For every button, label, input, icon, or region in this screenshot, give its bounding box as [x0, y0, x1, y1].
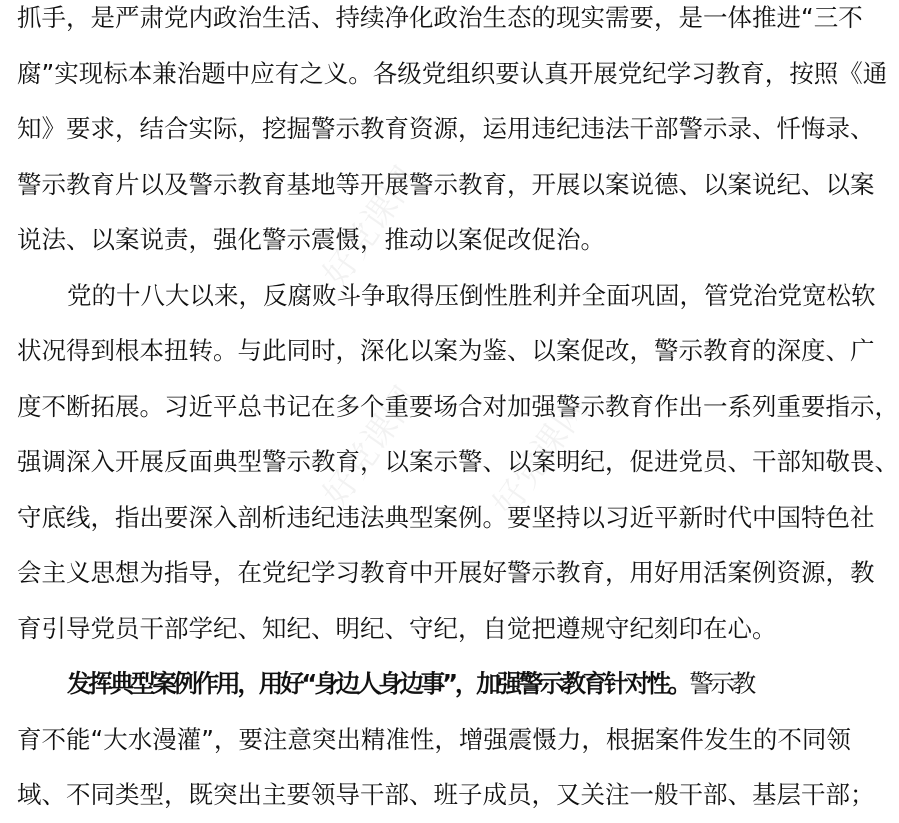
text-span: 警示教: [689, 669, 754, 698]
paragraph: [17, 0, 888, 268]
paragraph: [17, 268, 899, 657]
text-line: 会主义思想为指导，在党纪学习教育中开展好警示教育，用好用活案例资源，教: [17, 558, 875, 587]
paragraph: [17, 656, 875, 823]
text-line: 说法、以案说责，强化警示震慑，推动以案促改促治。: [17, 225, 605, 254]
document-body: [17, 0, 899, 823]
text-line: 腐”实现标本兼治题中应有之义。各级党组织要认真开展党纪学习教育，按照《通: [17, 58, 888, 88]
text-line: 度不断拓展。习近平总书记在多个重要场合对加强警示教育作出一系列重要指示，: [17, 391, 899, 421]
text-line: 育引导党员干部学纪、知纪、明纪、守纪，自觉把遵规守纪刻印在心。: [17, 613, 777, 643]
text-line: 警示教育片以及警示教育基地等开展警示教育，开展以案说德、以案说纪、以案: [17, 169, 875, 199]
text-line: 育不能“大水漫灌”，要注意突出精准性，增强震慑力，根据案件发生的不同领: [17, 724, 851, 754]
watermark: 好党课网: [485, 389, 597, 524]
text-line: 抓手，是严肃党内政治生活、持续净化政治生态的现实需要，是一体推进“三不: [17, 3, 863, 32]
text-line: [17, 656, 783, 712]
watermark: 好党课网: [315, 379, 427, 514]
watermark: 好党课网: [315, 159, 427, 294]
text-line: 强调深入开展反面典型警示教育，以案示警、以案明纪，促进党员、干部知敬畏、: [17, 447, 899, 476]
text-line: 党的十八大以来，反腐败斗争取得压倒性胜利并全面巩固，管党治党宽松软: [67, 280, 876, 310]
text-line: 守底线，指出要深入剖析违纪违法典型案例。要坚持以习近平新时代中国特色社: [17, 502, 875, 532]
text-line: 知》要求，结合实际，挖掘警示教育资源，运用违纪违法干部警示录、忏悔录、: [17, 114, 875, 143]
text-line: 状况得到根本扭转。与此同时，深化以案为鉴、以案促改，警示教育的深度、广: [17, 336, 875, 365]
text-line: 域、不同类型，既突出主要领导干部、班子成员，又关注一般干部、基层干部；: [17, 780, 875, 809]
section-heading: 发挥典型案例作用，用好“身边人身边事”，加强警示教育针对性。: [67, 669, 690, 698]
